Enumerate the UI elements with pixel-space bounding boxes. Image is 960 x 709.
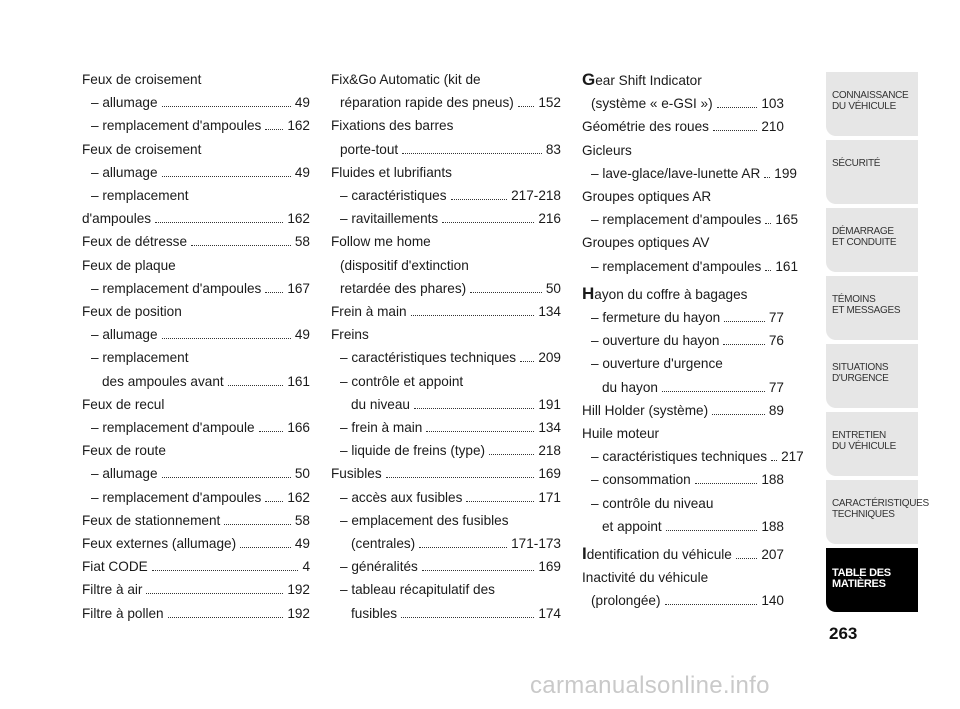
index-entry-page: 188: [761, 518, 784, 534]
section-tab-label: DU VÉHICULE: [832, 441, 896, 452]
index-entry-page: 191: [538, 396, 561, 412]
index-entry-page: 49: [294, 95, 310, 111]
index-entry-label: porte-tout: [340, 141, 399, 157]
index-entry-label: (centrales): [351, 536, 416, 552]
index-entry-page: 58: [294, 512, 310, 528]
index-entry-label: Fluides et lubrifiants: [331, 164, 452, 180]
index-entry-label: Fusibles: [331, 466, 382, 482]
index-entry-label: – remplacement d'ampoules: [591, 212, 762, 228]
index-entry-label: Feux de route: [82, 443, 166, 459]
index-entry-page: 103: [761, 96, 784, 112]
index-entry-label: Feux de position: [82, 304, 182, 320]
index-entry-label: – caractéristiques techniques: [591, 449, 768, 465]
index-entry-label: Huile moteur: [582, 426, 660, 442]
section-tabs: [826, 72, 929, 616]
index-entry-label: Feux de recul: [82, 396, 165, 412]
index-entry-label: d'ampoules: [82, 211, 152, 227]
index-entry-label: – contrôle et appoint: [340, 373, 464, 389]
index-entry[interactable]: [582, 352, 784, 375]
dot-leader: [736, 558, 757, 559]
index-entry-label: (prolongée): [591, 593, 661, 609]
index-entry[interactable]: [331, 486, 561, 509]
index-entry[interactable]: [82, 439, 310, 462]
index-entry-label: Inactivité du véhicule: [582, 570, 709, 586]
index-entry-label: Fiat CODE: [82, 559, 148, 575]
dot-leader: [665, 604, 758, 605]
section-tab[interactable]: [826, 208, 918, 272]
index-entry-label: (système « e-GSI »): [591, 96, 713, 112]
index-entry[interactable]: [331, 277, 561, 300]
index-entry-page: 50: [294, 466, 310, 482]
index-entry-page: 76: [768, 333, 784, 349]
watermark: carmanualsonline.info: [530, 672, 770, 699]
index-entry[interactable]: [82, 393, 310, 416]
index-entry[interactable]: [82, 578, 310, 601]
section-tab-label: CARACTÉRISTIQUES: [832, 498, 929, 509]
index-entry-label: retardée des phares): [340, 280, 467, 296]
dot-leader: [265, 129, 283, 130]
index-entry[interactable]: [82, 68, 310, 91]
index-entry-label: – allumage: [91, 327, 158, 343]
index-entry[interactable]: [582, 468, 784, 491]
dot-leader: [162, 176, 291, 177]
index-entry-page: 50: [545, 280, 561, 296]
index-entry-label: – remplacement: [91, 188, 189, 204]
index-entry-page: 49: [294, 327, 310, 343]
index-entry-page: 171: [538, 489, 561, 505]
section-tab-label: D'URGENCE: [832, 373, 889, 384]
index-entry-label: du hayon: [602, 379, 658, 395]
dot-leader: [155, 222, 283, 223]
dot-leader: [162, 477, 291, 478]
index-entry[interactable]: [582, 566, 784, 589]
index-entry[interactable]: [582, 185, 784, 208]
dot-leader: [451, 199, 508, 200]
index-entry[interactable]: [331, 91, 561, 114]
dot-leader: [470, 292, 542, 293]
index-entry[interactable]: [331, 68, 561, 91]
section-tab[interactable]: [826, 548, 918, 612]
index-entry[interactable]: [82, 91, 310, 114]
index-entry-label: – contrôle du niveau: [591, 495, 714, 511]
index-entry[interactable]: [582, 208, 799, 231]
index-entry-label: – lave-glace/lave-lunette AR: [591, 165, 761, 181]
index-entry-label: Identification du véhicule: [582, 544, 732, 564]
index-entry[interactable]: [582, 306, 784, 329]
index-entry-page: 169: [538, 466, 561, 482]
index-entry-label: Gicleurs: [582, 142, 632, 158]
dot-leader: [402, 153, 542, 154]
index-entry-page: 161: [287, 373, 310, 389]
index-entry[interactable]: [82, 230, 310, 253]
section-tab-label: DU VÉHICULE: [832, 101, 896, 112]
section-tab[interactable]: [826, 480, 929, 544]
index-entry-label: (dispositif d'extinction: [340, 257, 469, 273]
index-entry-label: – allumage: [91, 466, 158, 482]
index-entry-label: Fix&Go Automatic (kit de: [331, 72, 481, 87]
index-entry-page: 174: [538, 605, 561, 621]
index-entry-page: 217-218: [511, 188, 561, 204]
index-entry-label: Follow me home: [331, 234, 431, 250]
index-entry[interactable]: [582, 589, 784, 612]
dot-leader: [191, 245, 291, 246]
dot-leader: [771, 460, 777, 461]
index-entry[interactable]: [582, 231, 784, 254]
index-entry-page: 134: [538, 304, 561, 320]
index-entry[interactable]: [331, 161, 561, 184]
index-entry[interactable]: [331, 509, 561, 532]
index-entry[interactable]: [82, 370, 310, 393]
dot-leader: [426, 431, 534, 432]
dot-leader: [520, 361, 534, 362]
index-entry-page: 218: [538, 443, 561, 459]
dot-leader: [146, 593, 283, 594]
index-entry-label: Hill Holder (système): [582, 402, 709, 418]
index-entry[interactable]: [82, 602, 310, 625]
index-letter: G: [582, 70, 596, 89]
index-entry[interactable]: [331, 230, 561, 253]
index-entry-label: – tableau récapitulatif des: [340, 582, 495, 598]
dot-leader: [662, 391, 765, 392]
index-entry[interactable]: [582, 162, 797, 185]
dot-leader: [162, 106, 291, 107]
index-entry-label: – remplacement d'ampoules: [91, 118, 262, 134]
section-tab-label: MATIÈRES: [832, 578, 886, 590]
index-entry-label: Géométrie des roues: [582, 119, 709, 135]
dot-leader: [419, 547, 507, 548]
index-entry-page: 77: [768, 379, 784, 395]
index-entry[interactable]: [331, 323, 561, 346]
index-entry-page: 4: [302, 559, 310, 575]
index-entry[interactable]: [82, 555, 310, 578]
index-entry-label: Feux de croisement: [82, 72, 202, 87]
index-entry[interactable]: [582, 115, 784, 138]
dot-leader: [386, 477, 535, 478]
index-entry[interactable]: [82, 254, 310, 277]
section-tab-label: SÉCURITÉ: [832, 158, 881, 169]
index-entry-label: Feux de stationnement: [82, 512, 221, 528]
index-entry[interactable]: [582, 445, 804, 468]
index-entry-label: Feux externes (allumage): [82, 536, 237, 552]
index-entry-label: des ampoules avant: [102, 373, 224, 389]
section-tab-label: ET CONDUITE: [832, 237, 897, 248]
index-entry[interactable]: [582, 329, 784, 352]
index-entry-page: 89: [768, 402, 784, 418]
index-entry[interactable]: [582, 399, 784, 422]
index-entry[interactable]: [582, 92, 784, 115]
section-tab-label: TECHNIQUES: [832, 509, 895, 520]
index-entry-label: – fermeture du hayon: [591, 310, 721, 326]
index-entry-page: 210: [761, 119, 784, 135]
dot-leader: [224, 524, 291, 525]
section-tab[interactable]: [826, 276, 918, 340]
index-entry[interactable]: [82, 161, 310, 184]
index-entry[interactable]: [582, 492, 784, 515]
section-tab-label: ET MESSAGES: [832, 305, 901, 316]
dot-leader: [695, 483, 758, 484]
index-entry-page: 152: [538, 95, 561, 111]
dot-leader: [401, 617, 534, 618]
index-entry-label: Fixations des barres: [331, 118, 454, 134]
dot-leader: [422, 570, 534, 571]
index-entry-label: et appoint: [602, 518, 662, 534]
index-entry[interactable]: [331, 370, 561, 393]
section-tab-label: DÉMARRAGE: [832, 226, 894, 237]
index-entry-label: réparation rapide des pneus): [340, 95, 514, 111]
index-column-2: [331, 68, 561, 625]
dot-leader: [712, 414, 765, 415]
index-entry[interactable]: [82, 532, 310, 555]
index-entry[interactable]: [82, 138, 310, 161]
index-column-3: [582, 68, 804, 613]
section-tab-label: TÉMOINS: [832, 294, 876, 305]
index-entry-page: 77: [768, 310, 784, 326]
index-entry-page: 169: [538, 559, 561, 575]
index-entry[interactable]: [331, 439, 561, 462]
index-entry-label: – remplacement d'ampoules: [591, 258, 762, 274]
index-entry[interactable]: [82, 207, 310, 230]
index-entry-label: – ravitaillements: [340, 211, 439, 227]
index-entry-page: 216: [538, 211, 561, 227]
index-entry-label: – emplacement des fusibles: [340, 512, 509, 528]
index-column-1: [82, 68, 310, 625]
section-tab[interactable]: [826, 412, 918, 476]
dot-leader: [162, 338, 291, 339]
index-entry[interactable]: [331, 555, 561, 578]
index-entry-page: 199: [774, 165, 797, 181]
index-entry[interactable]: [582, 376, 784, 399]
index-entry-label: Groupes optiques AR: [582, 189, 712, 205]
index-entry-label: Freins: [331, 327, 369, 343]
index-entry-page: 192: [287, 582, 310, 598]
index-entry-label: fusibles: [351, 605, 398, 621]
index-entry[interactable]: [82, 114, 310, 137]
dot-leader: [240, 547, 291, 548]
index-entry[interactable]: [331, 602, 561, 625]
dot-leader: [764, 177, 770, 178]
dot-leader: [723, 344, 764, 345]
index-entry[interactable]: [82, 184, 310, 207]
index-entry[interactable]: [82, 416, 310, 439]
index-entry[interactable]: [582, 542, 784, 566]
section-tab[interactable]: [826, 72, 918, 136]
dot-leader: [717, 107, 758, 108]
dot-leader: [228, 385, 284, 386]
index-entry-page: 49: [294, 164, 310, 180]
dot-leader: [489, 454, 534, 455]
index-entry[interactable]: [582, 282, 784, 306]
index-entry-page: 83: [545, 141, 561, 157]
index-entry[interactable]: [331, 300, 561, 323]
index-entry-page: 134: [538, 420, 561, 436]
dot-leader: [518, 106, 535, 107]
index-entry-page: 217: [781, 449, 804, 465]
dot-leader: [265, 501, 283, 502]
index-entry[interactable]: [331, 416, 561, 439]
section-tab-label: TABLE DES: [832, 567, 891, 579]
index-entry[interactable]: [82, 509, 310, 532]
index-entry-label: du niveau: [351, 396, 410, 412]
index-entry-label: – caractéristiques: [340, 188, 447, 204]
section-tab-label: CONNAISSANCE: [832, 90, 909, 101]
index-entry-page: 166: [287, 420, 310, 436]
index-entry-label: – consommation: [591, 472, 691, 488]
dot-leader: [666, 530, 758, 531]
dot-leader: [713, 130, 757, 131]
index-entry[interactable]: [582, 139, 784, 162]
index-letter: I: [582, 544, 587, 564]
dot-leader: [765, 223, 771, 224]
dot-leader: [765, 270, 771, 271]
index-entry[interactable]: [331, 578, 561, 601]
index-entry[interactable]: [82, 346, 310, 369]
dot-leader: [414, 408, 534, 409]
index-entry-label: Gear Shift Indicator: [582, 70, 702, 89]
index-entry-label: – généralités: [340, 559, 418, 575]
index-entry-label: – ouverture du hayon: [591, 333, 720, 349]
index-entry-page: 165: [775, 212, 799, 228]
index-entry-label: – frein à main: [340, 420, 423, 436]
dot-leader: [152, 570, 299, 571]
index-entry-page: 171-173: [511, 536, 561, 552]
index-entry[interactable]: [331, 393, 561, 416]
index-entry[interactable]: [331, 207, 561, 230]
index-entry-label: Groupes optiques AV: [582, 235, 710, 251]
index-entry-label: Frein à main: [331, 304, 407, 320]
index-entry-label: Feux de détresse: [82, 234, 188, 250]
dot-leader: [259, 431, 284, 432]
index-entry-label: Filtre à air: [82, 582, 143, 598]
index-letter: H: [582, 283, 595, 303]
index-entry-label: Feux de plaque: [82, 257, 176, 273]
index-entry-page: 161: [775, 258, 799, 274]
index-entry-label: – remplacement: [91, 350, 189, 366]
index-entry-label: – remplacement d'ampoule: [91, 420, 255, 436]
index-entry[interactable]: [82, 486, 310, 509]
index-entry-page: 140: [761, 593, 784, 609]
index-entry[interactable]: [331, 462, 561, 485]
index-entry[interactable]: [331, 114, 561, 137]
index-entry[interactable]: [82, 300, 310, 323]
index-entry-page: 58: [294, 234, 310, 250]
index-entry-label: Filtre à pollen: [82, 605, 164, 621]
index-entry[interactable]: [82, 462, 310, 485]
dot-leader: [168, 617, 284, 618]
index-entry-label: – remplacement d'ampoules: [91, 489, 262, 505]
index-entry[interactable]: [82, 277, 310, 300]
page-number: 263: [829, 624, 858, 643]
section-tab[interactable]: [826, 140, 918, 204]
index-entry-label: – remplacement d'ampoules: [91, 280, 262, 296]
index-entry-label: Hayon du coffre à bagages: [582, 283, 748, 303]
index-entry-page: 162: [287, 489, 310, 505]
index-entry-page: 192: [287, 605, 310, 621]
section-tab-label: SITUATIONS: [832, 362, 889, 373]
index-entry-label: – ouverture d'urgence: [591, 356, 723, 372]
index-entry[interactable]: [582, 515, 784, 538]
index-entry-label: Feux de croisement: [82, 141, 202, 157]
index-entry[interactable]: [582, 68, 784, 92]
index-entry[interactable]: [331, 532, 561, 555]
index-entry-label: – allumage: [91, 95, 158, 111]
index-entry-page: 162: [287, 211, 310, 227]
dot-leader: [724, 321, 765, 322]
index-entry[interactable]: [582, 255, 799, 278]
index-entry-page: 207: [761, 547, 784, 563]
index-entry[interactable]: [331, 346, 561, 369]
index-entry-page: 162: [287, 118, 310, 134]
index-entry-label: – allumage: [91, 164, 158, 180]
index-entry[interactable]: [331, 138, 561, 161]
index-entry-page: 188: [761, 472, 784, 488]
index-entry-page: 209: [538, 350, 561, 366]
dot-leader: [411, 315, 535, 316]
dot-leader: [265, 292, 283, 293]
dot-leader: [466, 501, 534, 502]
index-entry-label: – accès aux fusibles: [340, 489, 463, 505]
section-tab[interactable]: [826, 344, 918, 408]
section-tab-label: ENTRETIEN: [832, 430, 886, 441]
dot-leader: [442, 222, 534, 223]
index-entry[interactable]: [331, 184, 561, 207]
index-entry[interactable]: [331, 254, 561, 277]
index-entry-label: – caractéristiques techniques: [340, 350, 517, 366]
index-entry[interactable]: [82, 323, 310, 346]
index-entry-page: 167: [287, 280, 310, 296]
index-entry-label: – liquide de freins (type): [340, 443, 486, 459]
index-entry[interactable]: [582, 422, 784, 445]
index-entry-page: 49: [294, 536, 310, 552]
